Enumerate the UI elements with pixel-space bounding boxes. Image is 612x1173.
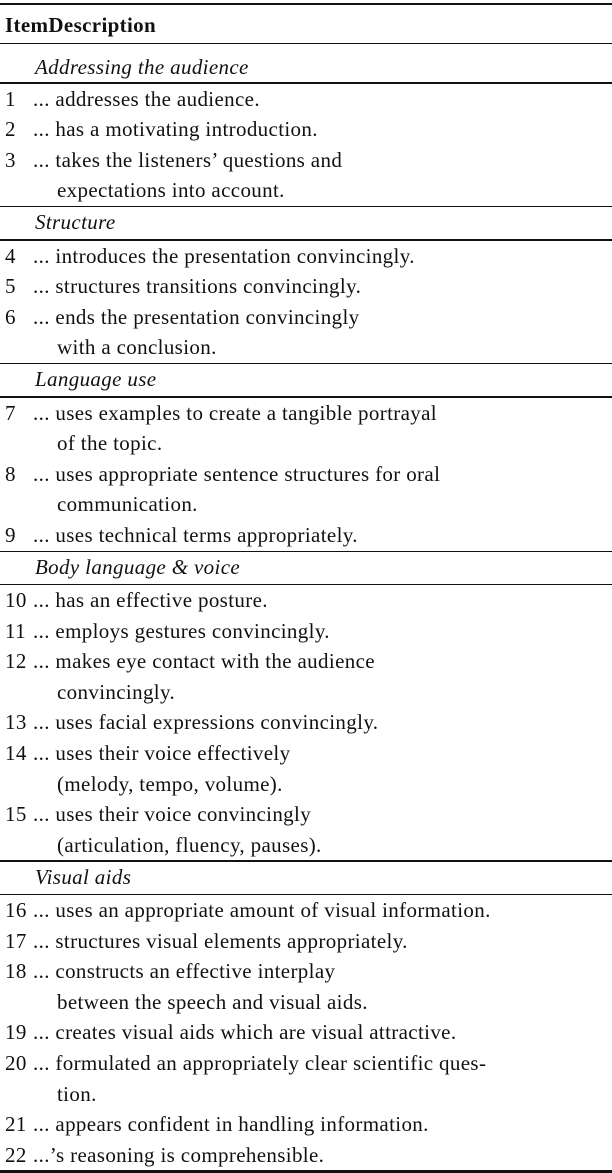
table-row	[0, 398, 612, 429]
table-row	[0, 489, 612, 520]
item-description: ... uses examples to create a tangible portrayal	[33, 400, 437, 425]
item-number: 15	[5, 802, 27, 827]
item-description: ... uses their voice convincingly	[33, 802, 312, 827]
item-description: ...’s reasoning is comprehensible.	[33, 1142, 325, 1167]
table-row	[0, 520, 612, 551]
item-description: ... constructs an effective interplay	[33, 959, 336, 984]
item-number: 16	[5, 898, 27, 923]
table-row	[0, 926, 612, 957]
table-row	[0, 114, 612, 145]
table-row	[0, 987, 612, 1018]
item-description: between the speech and visual aids.	[57, 989, 368, 1014]
table-row	[0, 84, 612, 115]
table-row	[0, 707, 612, 738]
item-description: tion.	[57, 1081, 97, 1106]
item-description: ... formulated an appropriately clear scientific ques-	[33, 1051, 487, 1075]
item-number: 17	[5, 928, 27, 953]
item-number: 19	[5, 1020, 27, 1045]
item-number: 7	[5, 400, 16, 425]
criteria-table	[0, 3, 612, 1173]
section-title: Language use	[35, 367, 157, 392]
item-number: 12	[5, 649, 27, 674]
item-description: ... takes the listeners’ questions and	[33, 147, 343, 172]
table-row	[0, 271, 612, 302]
item-number: 11	[5, 618, 26, 643]
item-description: (melody, tempo, volume).	[57, 771, 283, 796]
table-row	[0, 241, 612, 272]
item-description: ... uses an appropriate amount of visual information.	[33, 898, 491, 923]
table-row	[0, 585, 612, 616]
table-row	[0, 646, 612, 677]
section-title: Body language & voice	[35, 554, 241, 579]
item-number: 3	[5, 147, 16, 172]
item-description: ... structures visual elements appropriately.	[33, 928, 408, 953]
item-description: ... ends the presentation convincingly	[33, 304, 360, 329]
item-description: expectations into account.	[57, 178, 285, 203]
table-row	[0, 799, 612, 830]
item-description: ... uses appropriate sentence structures for oral	[33, 461, 441, 486]
item-number: 1	[5, 86, 16, 111]
table-row	[0, 332, 612, 363]
table-row	[0, 616, 612, 647]
item-description: ... appears confident in handling information.	[33, 1112, 429, 1137]
table-row	[0, 175, 612, 206]
item-number: 2	[5, 117, 16, 142]
header-description: Description	[48, 13, 157, 37]
section-title: Addressing the audience	[35, 55, 249, 80]
item-number: 20	[5, 1051, 27, 1075]
item-description: communication.	[57, 492, 198, 517]
item-description: convincingly.	[57, 679, 176, 704]
table-body	[0, 44, 612, 1170]
item-description: ... structures transitions convincingly.	[33, 274, 362, 299]
item-description: ... has a motivating introduction.	[33, 117, 318, 142]
header-item: Item	[5, 13, 49, 37]
table-row	[0, 1048, 612, 1079]
section-title: Structure	[35, 210, 116, 235]
section-title: Visual aids	[35, 864, 132, 889]
item-number: 14	[5, 741, 27, 766]
item-description: with a conclusion.	[57, 335, 217, 360]
table-row	[0, 769, 612, 800]
table-row	[0, 677, 612, 708]
table-row	[0, 1017, 612, 1048]
table-row	[0, 428, 612, 459]
item-number: 4	[5, 243, 16, 268]
table-header	[0, 5, 612, 43]
table-row	[0, 459, 612, 490]
table-row	[0, 895, 612, 926]
item-number: 6	[5, 304, 16, 329]
item-number: 13	[5, 710, 27, 735]
item-description: ... uses facial expressions convincingly.	[33, 710, 379, 735]
item-description: ... employs gestures convincingly.	[33, 618, 330, 643]
table-row	[0, 1109, 612, 1140]
table-row	[0, 145, 612, 176]
item-number: 10	[5, 588, 27, 613]
item-description: ... uses technical terms appropriately.	[33, 522, 358, 547]
item-number: 9	[5, 522, 16, 547]
item-number: 22	[5, 1142, 27, 1167]
item-number: 18	[5, 959, 27, 984]
item-number: 5	[5, 274, 16, 299]
table-row	[0, 956, 612, 987]
item-number: 8	[5, 461, 16, 486]
item-description: ... has an effective posture.	[33, 588, 268, 613]
item-description: ... makes eye contact with the audience	[33, 649, 375, 674]
item-description: ... introduces the presentation convincingly.	[33, 243, 415, 268]
item-number: 21	[5, 1112, 27, 1137]
item-description: (articulation, fluency, pauses).	[57, 832, 322, 857]
table-row	[0, 738, 612, 769]
item-description: ... uses their voice effectively	[33, 741, 291, 766]
table-row	[0, 830, 612, 861]
table-row	[0, 1079, 612, 1110]
item-description: of the topic.	[57, 431, 163, 456]
item-description: ... creates visual aids which are visual attractive.	[33, 1020, 457, 1045]
table-row	[0, 302, 612, 333]
item-description: ... addresses the audience.	[33, 86, 260, 111]
